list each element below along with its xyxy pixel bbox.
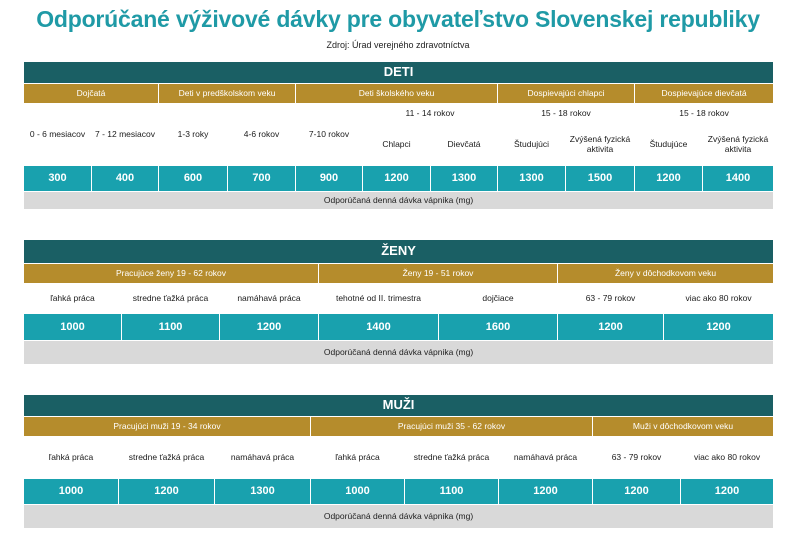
col-zvysena-aktivita-chlapci: Zvýšená fyzická aktivita xyxy=(566,124,635,166)
value-cell: 1600 xyxy=(439,314,558,341)
zeny-table xyxy=(23,239,774,365)
group-dospievajuci-chlapci: Dospievajúci chlapci xyxy=(498,84,635,104)
group-dospievajuce-dievcata: Dospievajúce dievčatá xyxy=(635,84,774,104)
col-63-79-rokov: 63 - 79 rokov xyxy=(593,437,681,479)
subgroup-15-18-chlapci: 15 - 18 rokov xyxy=(498,104,635,124)
page-title: Odporúčané výživové dávky pre obyvateľstvo Slovenskej republiky xyxy=(36,6,760,32)
calcium-note: Odporúčaná denná dávka vápnika (mg) xyxy=(24,505,774,529)
col-namahava-praca: namáhavá práca xyxy=(220,284,319,314)
calcium-note: Odporúčaná denná dávka vápnika (mg) xyxy=(24,192,774,210)
group-pracujuci-muzi-35-62: Pracujúci muži 35 - 62 rokov xyxy=(311,417,593,437)
muzi-table xyxy=(23,394,774,529)
col-zvysena-aktivita-dievcata: Zvýšená fyzická aktivita xyxy=(703,124,774,166)
calcium-note: Odporúčaná denná dávka vápnika (mg) xyxy=(24,341,774,365)
col-viac-ako-80: viac ako 80 rokov xyxy=(681,437,774,479)
col-lahka-praca: ľahká práca xyxy=(24,284,122,314)
col-viac-ako-80: viac ako 80 rokov xyxy=(664,284,774,314)
col-63-79-rokov: 63 - 79 rokov xyxy=(558,284,664,314)
group-zeny-19-51: Ženy 19 - 51 rokov xyxy=(319,264,558,284)
value-cell: 1200 xyxy=(119,479,215,505)
col-lahka-praca: ľahká práca xyxy=(24,437,119,479)
zeny-header: ŽENY xyxy=(24,240,774,264)
value-cell: 1100 xyxy=(405,479,499,505)
value-cell: 1200 xyxy=(220,314,319,341)
col-dievcata: Dievčatá xyxy=(431,124,498,166)
value-cell: 1000 xyxy=(24,314,122,341)
value-cell: 1300 xyxy=(215,479,311,505)
group-pracujuce-zeny: Pracujúce ženy 19 - 62 rokov xyxy=(24,264,319,284)
col-studujuce: Študujúce xyxy=(635,124,703,166)
col-lahka-praca: ľahká práca xyxy=(311,437,405,479)
value-cell: 1200 xyxy=(363,166,431,192)
col-tehotne: tehotné od II. trimestra xyxy=(319,284,439,314)
value-cell: 1200 xyxy=(681,479,774,505)
value-cell: 900 xyxy=(296,166,363,192)
col-studujuci: Študujúci xyxy=(498,124,566,166)
deti-table xyxy=(23,61,774,210)
group-pracujuci-muzi-19-34: Pracujúci muži 19 - 34 rokov xyxy=(24,417,311,437)
value-cell: 1500 xyxy=(566,166,635,192)
value-cell: 1200 xyxy=(635,166,703,192)
group-muzi-dochodkovy-vek: Muži v dôchodkovom veku xyxy=(593,417,774,437)
col-7-10-rokov: 7-10 rokov xyxy=(296,104,363,166)
group-dojcata: Dojčatá xyxy=(24,84,159,104)
value-cell: 1000 xyxy=(311,479,405,505)
subgroup-15-18-dievcata: 15 - 18 rokov xyxy=(635,104,774,124)
value-cell: 1200 xyxy=(593,479,681,505)
col-chlapci: Chlapci xyxy=(363,124,431,166)
value-cell: 1000 xyxy=(24,479,119,505)
value-cell: 1200 xyxy=(558,314,664,341)
group-zeny-dochodkovy-vek: Ženy v dôchodkovom veku xyxy=(558,264,774,284)
value-cell: 1200 xyxy=(664,314,774,341)
col-0-6-mesiacov: 0 - 6 mesiacov xyxy=(24,104,92,166)
value-cell: 1400 xyxy=(319,314,439,341)
col-stredne-tazka-praca: stredne ťažká práca xyxy=(122,284,220,314)
col-namahava-praca: namáhavá práca xyxy=(215,437,311,479)
subgroup-11-14-rokov: 11 - 14 rokov xyxy=(363,104,498,124)
value-cell: 1300 xyxy=(431,166,498,192)
value-cell: 1100 xyxy=(122,314,220,341)
col-dojciace: dojčiace xyxy=(439,284,558,314)
value-cell: 1300 xyxy=(498,166,566,192)
value-cell: 600 xyxy=(159,166,228,192)
col-1-3-roky: 1-3 roky xyxy=(159,104,228,166)
group-predskolsky-vek: Deti v predškolskom veku xyxy=(159,84,296,104)
value-cell: 1200 xyxy=(499,479,593,505)
value-cell: 300 xyxy=(24,166,92,192)
col-stredne-tazka-praca: stredne ťažká práca xyxy=(405,437,499,479)
value-cell: 1400 xyxy=(703,166,774,192)
group-skolsky-vek: Deti školského veku xyxy=(296,84,498,104)
col-stredne-tazka-praca: stredne ťažká práca xyxy=(119,437,215,479)
col-7-12-mesiacov: 7 - 12 mesiacov xyxy=(92,104,159,166)
value-cell: 400 xyxy=(92,166,159,192)
col-namahava-praca: namáhavá práca xyxy=(499,437,593,479)
source-note: Zdroj: Úrad verejného zdravotníctva xyxy=(326,40,470,50)
value-cell: 700 xyxy=(228,166,296,192)
col-4-6-rokov: 4-6 rokov xyxy=(228,104,296,166)
deti-header: DETI xyxy=(24,62,774,84)
muzi-header: MUŽI xyxy=(24,395,774,417)
